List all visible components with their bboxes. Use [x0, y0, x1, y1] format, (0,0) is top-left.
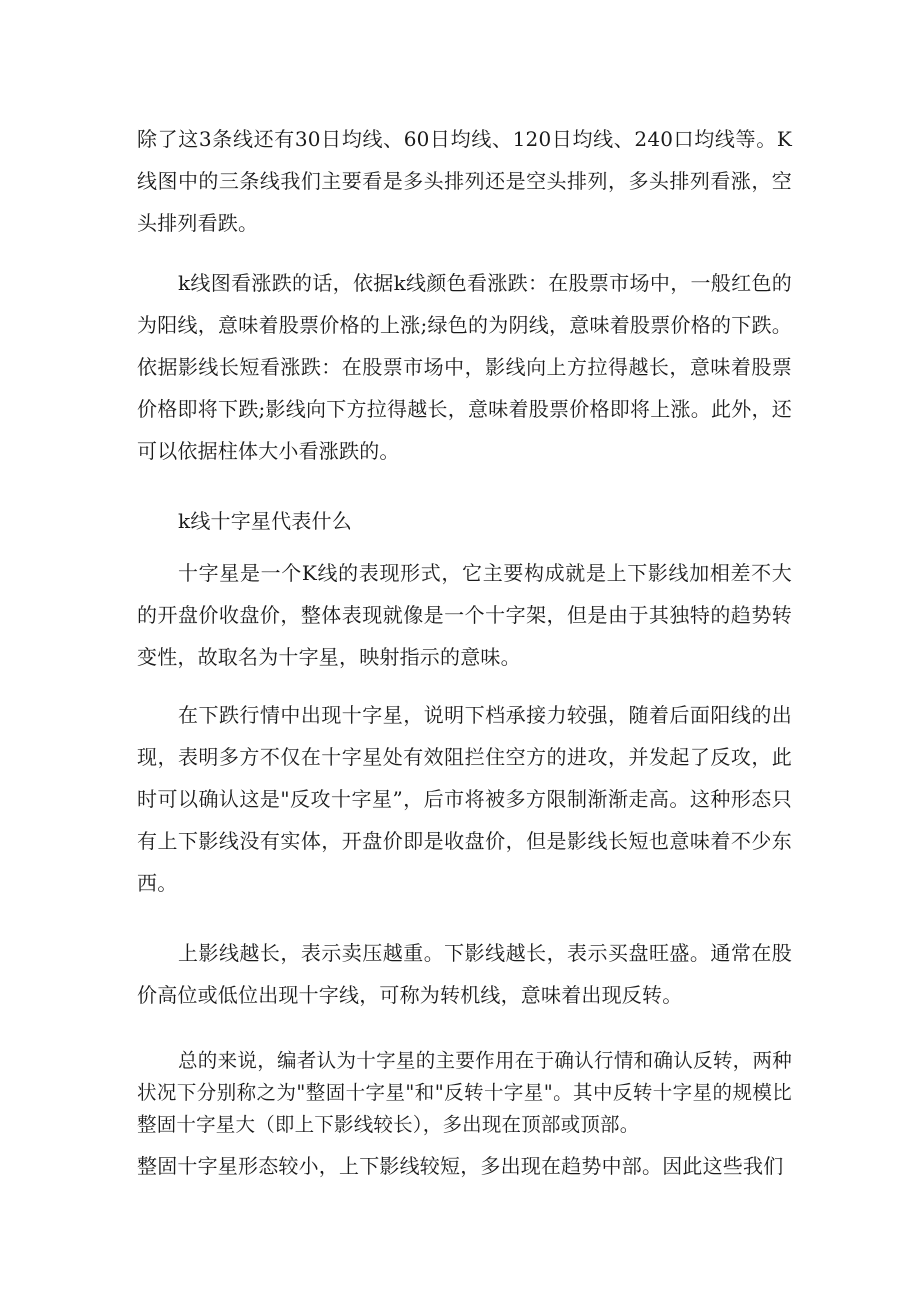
section-heading-cross-star: k线十字星代表什么	[178, 509, 352, 533]
paragraph-shadow-length: 上影线越长，表示卖压越重。下影线越长，表示买盘旺盛。通常在股价高位或低位出现十字线，可称为转机线，意味着出现反转。	[137, 941, 792, 1007]
paragraph-summary: 总的来说，编者认为十字星的主要作用在于确认行情和确认反转，两种状况下分别称之为"整固十字星"和"反转十字星"。其中反转十字星的规模比整固十字星大（即上下影线较长），多出现在顶部或顶部。	[137, 1049, 792, 1136]
paragraph-consolidation-cross-star: 整固十字星形态较小，上下影线较短，多出现在趋势中部。因此这些我们	[137, 1154, 784, 1178]
paragraph-moving-averages: 除了这3条线还有30日均线、60日均线、120日均线、240口均线等。K线图中的三条线我们主要看是多头排列还是空头排列，多头排列看涨，空头排列看跌。	[137, 127, 792, 235]
paragraph-downtrend-cross-star: 在下跌行情中出现十字星，说明下档承接力较强，随着后面阳线的出现，表明多方不仅在十字星处有效阻拦住空方的进攻，并发起了反攻，此时可以确认这是"反攻十字星”，后市将被多方限制渐渐走高。这种形态只有上下影线没有实体，开盘价即是收盘价，但是影线长短也意味着不少东西。	[137, 703, 792, 895]
paragraph-kline-up-down: k线图看涨跌的话，依据k线颜色看涨跌：在股票市场中，一般红色的为阳线，意味着股票价格的上涨;绿色的为阴线，意味着股票价格的下跌。依据影线长短看涨跌：在股票市场中，影线向上方拉得越长，意味着股票价格即将下跌;影线向下方拉得越长，意味着股票价格即将上涨。此外，还可以依据柱体大小看涨跌的。	[137, 271, 792, 463]
paragraph-cross-star-definition: 十字星是一个K线的表现形式，它主要构成就是上下影线加相差不大的开盘价收盘价，整体表现就像是一个十字架，但是由于其独特的趋势转变性，故取名为十字星，映射指示的意味。	[137, 561, 792, 669]
